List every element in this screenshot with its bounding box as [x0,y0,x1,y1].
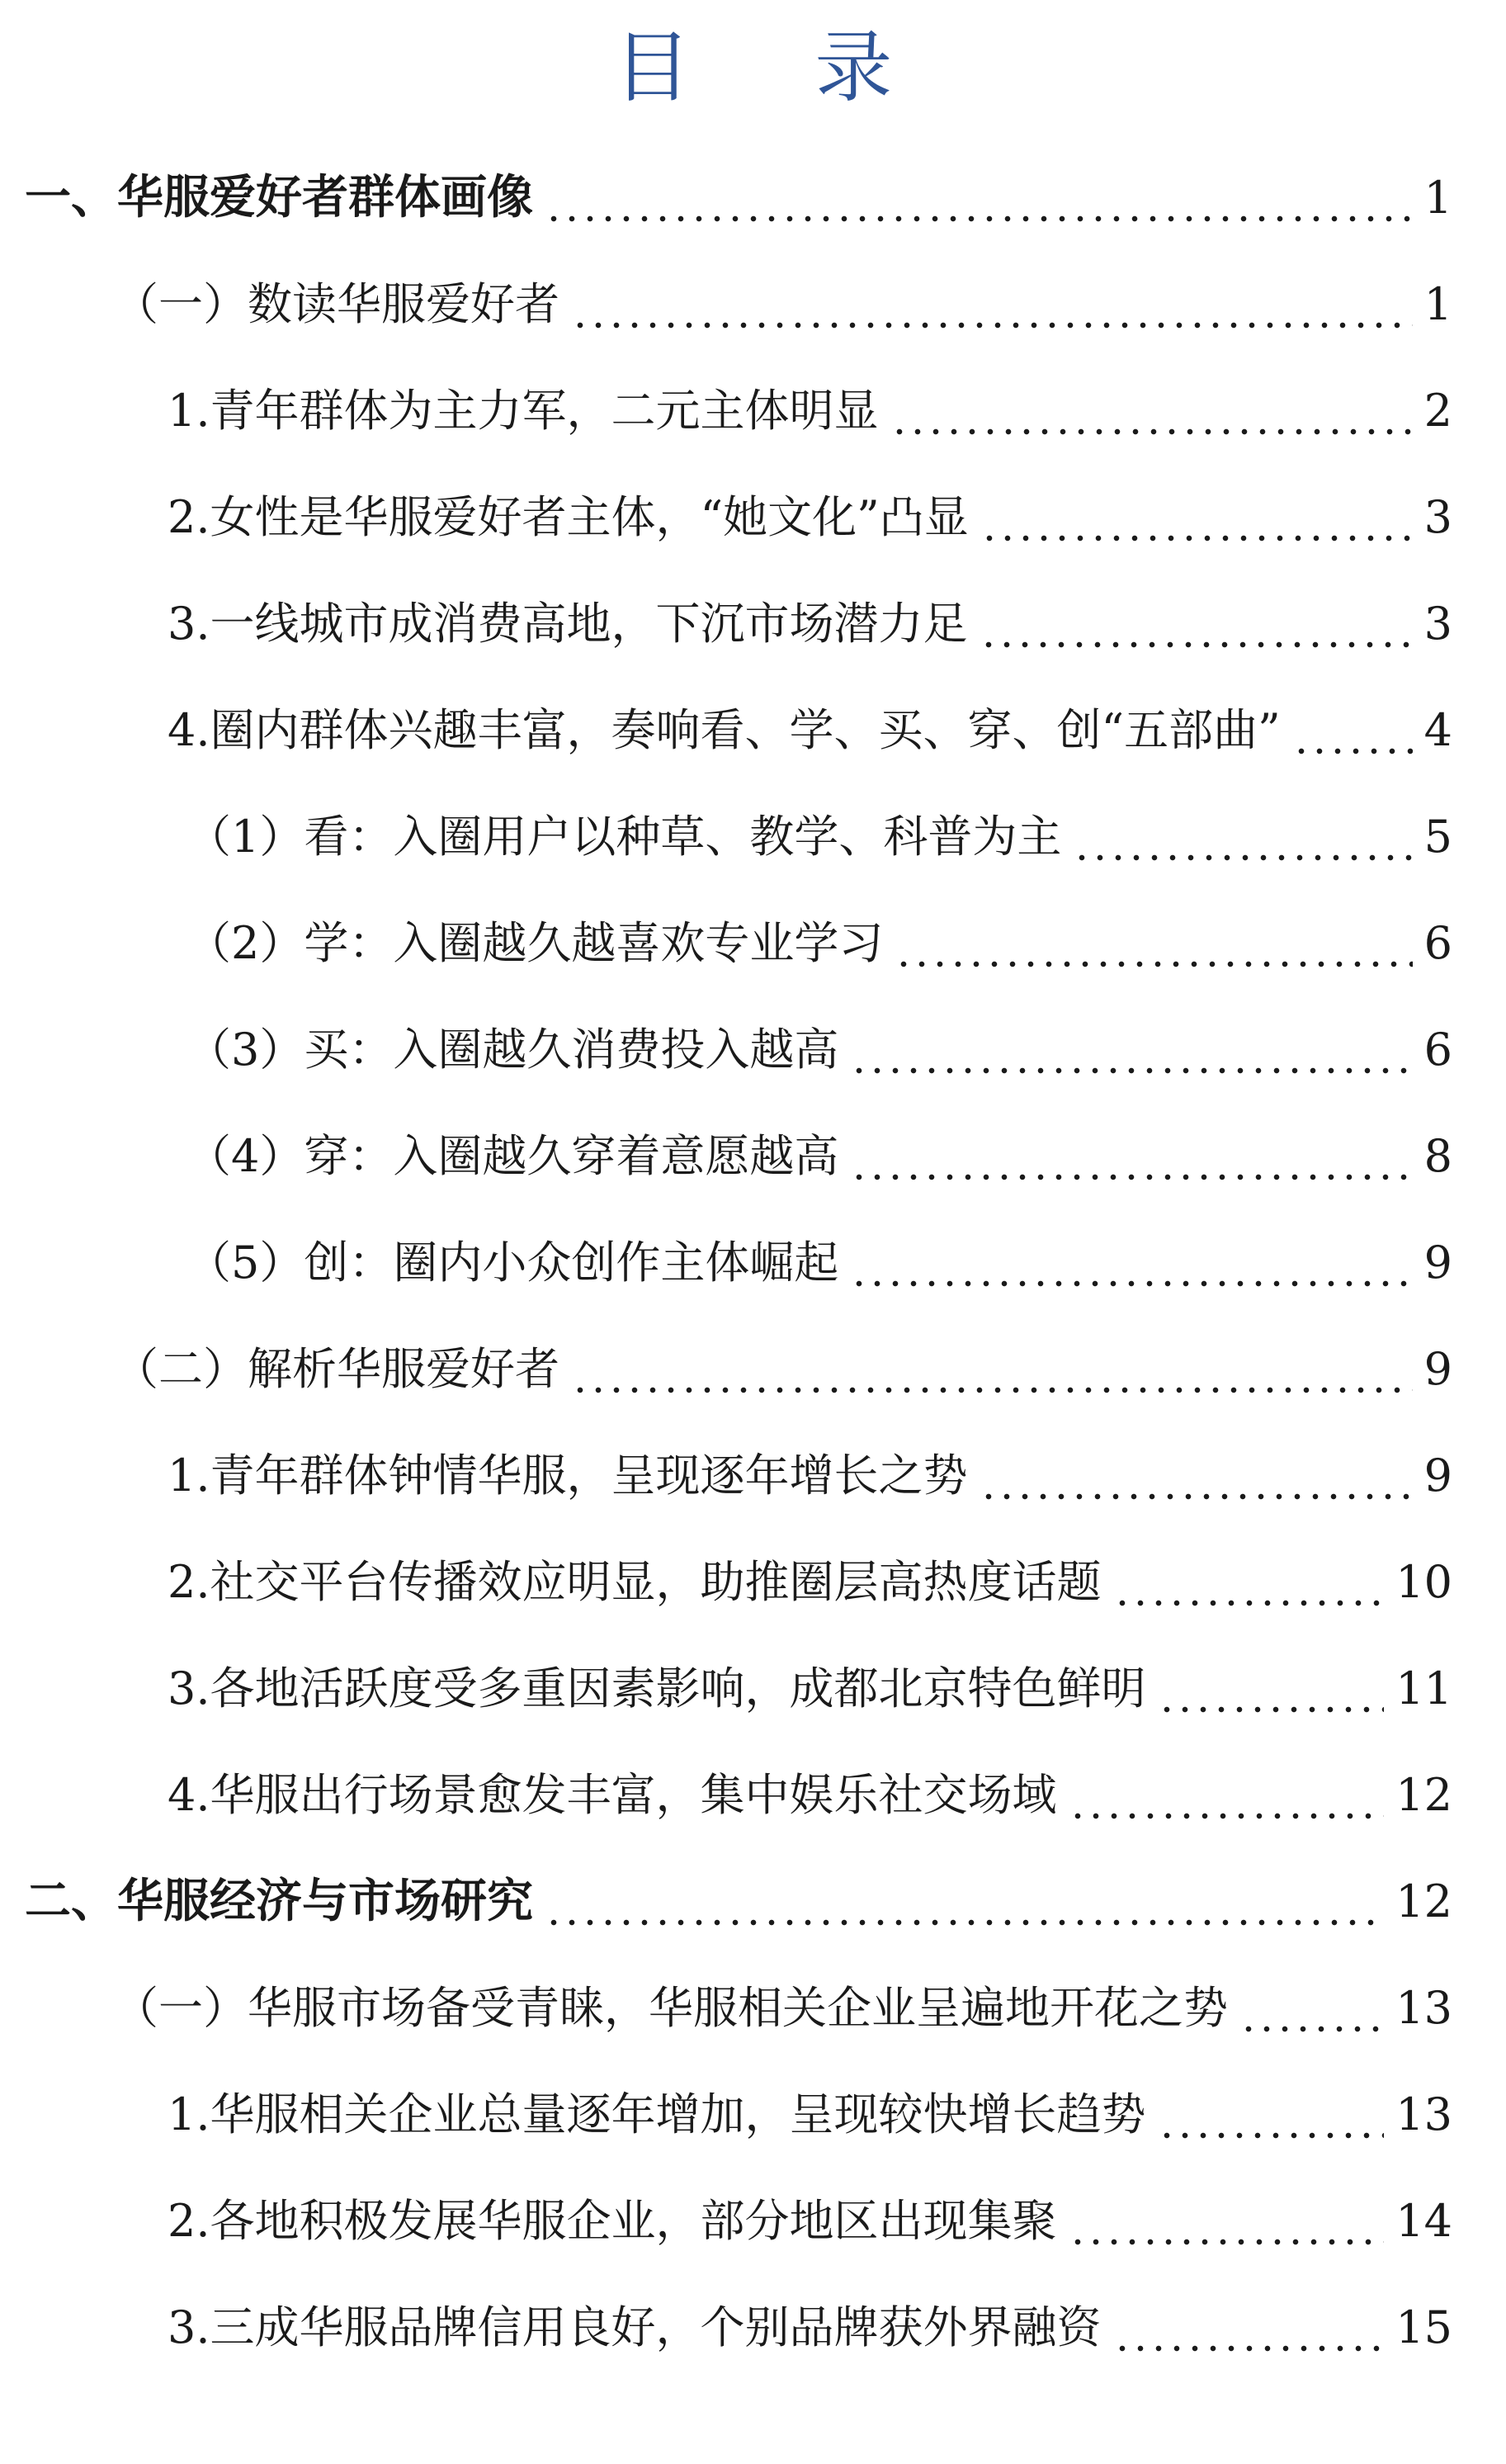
toc-page-number: 3 [1423,491,1452,543]
toc-dot-leader [1113,2344,1385,2353]
toc-entry-title: 3.三成华服品牌信用良好，个别品牌获外界融资 [168,2301,1102,2353]
toc-entry[interactable] [25,144,1452,252]
toc-dot-leader [850,1066,1412,1075]
toc-dot-leader [1292,747,1413,755]
toc-entry[interactable] [168,2274,1452,2381]
toc-dot-leader [571,1386,1413,1394]
toc-page-number: 15 [1395,2301,1452,2353]
toc-entry[interactable] [168,677,1452,784]
toc-entry[interactable] [25,1848,1452,1956]
toc-entry-title: （1）看：入圈用户以种草、教学、科普为主 [186,811,1062,863]
toc-page-number: 14 [1395,2195,1452,2247]
toc-dot-leader [1158,2131,1385,2140]
toc-entry-title: 3.一线城市成消费高地，下沉市场潜力足 [168,598,968,650]
toc-entry[interactable] [168,2168,1452,2275]
toc-page-number: 11 [1395,1662,1452,1714]
toc-entry-title: 一、华服爱好者群体画像 [25,171,533,225]
toc-page-number: 1 [1423,172,1452,224]
toc-entry[interactable] [114,1316,1452,1423]
toc-dot-leader [1158,1705,1385,1714]
toc-dot-leader [980,1492,1413,1501]
toc-page-number: 2 [1423,385,1452,437]
toc-page-number: 8 [1423,1130,1452,1182]
toc-dot-leader [850,1279,1412,1288]
toc-dot-leader [895,960,1412,968]
toc-page-number: 6 [1423,1024,1452,1076]
toc-entry[interactable] [168,1742,1452,1849]
toc-page-number: 9 [1423,1237,1452,1289]
toc-entry[interactable] [186,783,1452,891]
toc-entry-title: 2.各地积极发展华服企业，部分地区出现集聚 [168,2195,1057,2247]
toc-page-number: 13 [1395,2088,1452,2140]
toc-entry-title: 1.青年群体钟情华服，呈现逐年增长之势 [168,1450,968,1502]
toc-page-number: 1 [1423,278,1452,330]
toc-entry[interactable] [168,357,1452,465]
toc-page-number: 4 [1423,704,1452,756]
toc-entry[interactable] [186,996,1452,1104]
toc-entry-title: （3）买：入圈越久消费投入越高 [186,1024,839,1076]
toc-dot-leader [1073,854,1412,862]
toc-entry-title: （5）创：圈内小众创作主体崛起 [186,1237,839,1289]
toc-page-number: 10 [1395,1556,1452,1608]
toc-entry[interactable] [168,570,1452,678]
toc-page-number: 12 [1395,1769,1452,1821]
toc-entry[interactable] [168,1422,1452,1530]
toc-entry[interactable] [168,1635,1452,1743]
toc-dot-leader [890,428,1413,436]
toc-page-number: 5 [1423,811,1452,863]
toc-entry-title: 二、华服经济与市场研究 [25,1875,533,1928]
toc-entry-title: 1.华服相关企业总量逐年增加，呈现较快增长趋势 [168,2088,1146,2140]
toc-entry-title: 2.社交平台传播效应明显，助推圈层高热度话题 [168,1556,1102,1608]
toc-entry[interactable] [168,464,1452,571]
toc-dot-leader [1239,2025,1384,2033]
toc-entry-title: （二）解析华服爱好者 [114,1343,559,1395]
toc-entry-title: （一）数读华服爱好者 [114,278,559,330]
toc-entry[interactable] [114,251,1452,358]
toc-entry-title: 4.圈内群体兴趣丰富，奏响看、学、买、穿、创“五部曲” [168,704,1281,756]
toc-entry[interactable] [186,1209,1452,1317]
toc-entry-title: （2）学：入圈越久越喜欢专业学习 [186,917,884,969]
toc-title: 目 录 [613,23,942,113]
toc-entry-title: 1.青年群体为主力军，二元主体明显 [168,385,879,437]
toc-dot-leader [1069,1812,1385,1820]
toc-page-number: 3 [1423,598,1452,650]
toc-dot-leader [980,641,1413,649]
toc-entry-title: （4）穿：入圈越久穿着意愿越高 [186,1130,839,1182]
toc-page-number: 13 [1395,1982,1452,2034]
toc-dot-leader [1113,1599,1385,1607]
toc-page-number: 12 [1395,1875,1452,1927]
toc-entry-title: 2.女性是华服爱好者主体，“她文化”凸显 [168,491,969,543]
toc-entry[interactable] [186,890,1452,997]
toc-entry-title: （一）华服市场备受青睐，华服相关企业呈遍地开花之势 [114,1982,1228,2034]
toc-entry[interactable] [114,1955,1452,2062]
toc-dot-leader [850,1173,1412,1181]
toc-entry[interactable] [168,2061,1452,2168]
toc-entry-title: 4.华服出行场景愈发丰富，集中娱乐社交场域 [168,1769,1057,1821]
toc-dot-leader [980,534,1413,542]
toc-dot-leader [545,215,1413,223]
toc-entry[interactable] [186,1103,1452,1210]
toc-page-number: 6 [1423,917,1452,969]
toc-dot-leader [571,321,1413,329]
toc-entry[interactable] [168,1529,1452,1636]
toc-dot-leader [545,1918,1384,1927]
toc-page-number: 9 [1423,1450,1452,1502]
toc-dot-leader [1069,2238,1385,2246]
toc-entry-title: 3.各地活跃度受多重因素影响，成都北京特色鲜明 [168,1662,1146,1714]
toc-page-number: 9 [1423,1343,1452,1395]
